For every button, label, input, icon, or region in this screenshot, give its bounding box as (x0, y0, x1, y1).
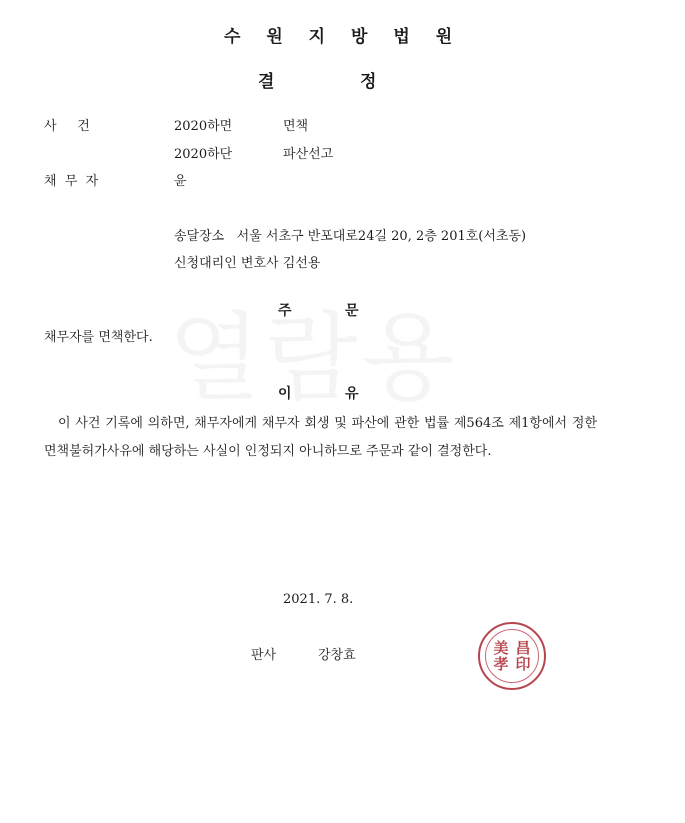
decision-date: 2021. 7. 8. (283, 592, 354, 607)
doc-type-right: 정 (360, 72, 377, 92)
attorney-name: 김선용 (282, 256, 321, 271)
reasons-title-left: 이 (278, 386, 292, 402)
order-text: 채무자를 면책한다. (44, 330, 153, 345)
debtor-name: 윤 (174, 174, 187, 189)
case-name-1: 면책 (283, 119, 309, 134)
case-name-2: 파산선고 (283, 147, 334, 162)
service-address-label: 송달장소 (174, 229, 225, 244)
watermark (168, 282, 458, 419)
reasons-title-right: 유 (345, 386, 359, 402)
doc-type-left: 결 (258, 72, 275, 92)
order-title-right: 문 (345, 303, 359, 319)
court-name: 수 원 지 방 법 원 (224, 27, 463, 47)
reasons-text: 이 사건 기록에 의하면, 채무자에게 채무자 회생 및 파산에 관한 법률 제564조 제1항에서 정한 면책불허가사유에 해당하는 사실이 인정되지 아니하므로 주문과 같이 결정한다. (44, 416, 597, 459)
service-address (174, 229, 526, 245)
case-label: 사 건 (44, 119, 90, 134)
case-number-1: 2020하면 (174, 119, 233, 134)
attorney-label: 신청대리인 변호사 (174, 256, 279, 271)
attorney (174, 256, 320, 272)
seal-characters: 美 昌 孝 印 (485, 629, 539, 683)
order-title-left: 주 (278, 303, 292, 319)
judge-seal (478, 622, 546, 690)
service-address-value: 서울 서초구 반포대로24길 20, 2층 201호(서초동) (236, 229, 527, 244)
case-number-2: 2020하단 (174, 147, 233, 162)
judge-title: 판사 (251, 648, 277, 663)
debtor-label: 채 무 자 (44, 174, 99, 189)
judge-name: 강창효 (318, 648, 356, 663)
